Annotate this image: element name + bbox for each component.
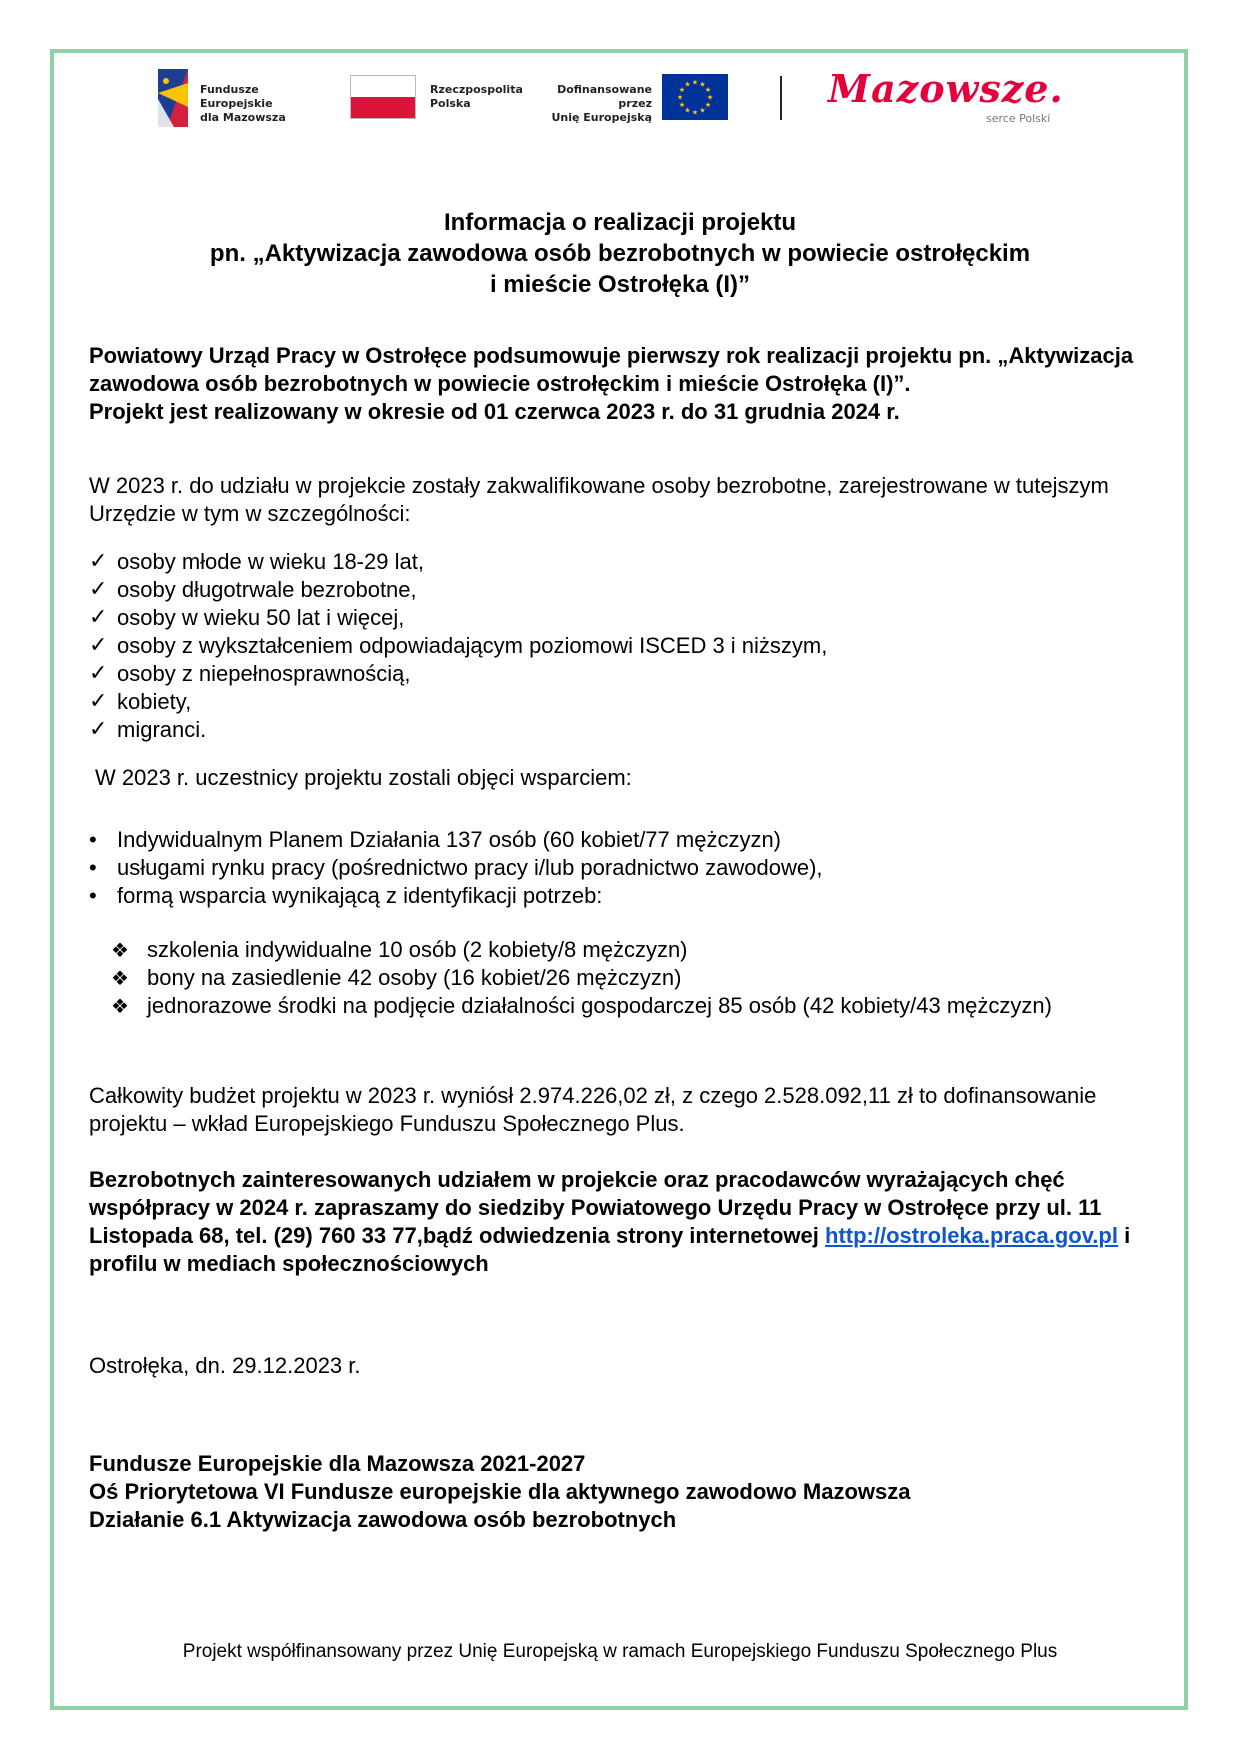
eu-star-icon: ★ — [704, 87, 712, 94]
list-item: ✓ osoby w wieku 50 lat i więcej, — [89, 604, 1139, 632]
logo-divider — [780, 76, 782, 120]
polish-flag-icon — [350, 75, 416, 119]
mazowsze-tagline: serce Polski — [986, 112, 1051, 125]
rp-logo — [350, 62, 523, 136]
fe-mazowsze-logo — [158, 62, 333, 136]
eu-star-icon: ★ — [684, 81, 691, 89]
eu-star-icon: ★ — [684, 107, 691, 115]
list-item: ✓ kobiety, — [89, 688, 1139, 716]
list-item: ❖ bony na zasiedlenie 42 osoby (16 kobiet/26 mężczyzn) — [111, 964, 1139, 992]
project-period: Projekt jest realizowany w okresie od 01 czerwca 2023 r. do 31 grudnia 2024 r. — [89, 399, 900, 424]
mazowsze-wordmark: Mazowsze. — [828, 66, 1064, 111]
list-item: ✓ osoby młode w wieku 18-29 lat, — [89, 548, 1139, 576]
title-line-1: Informacja o realizacji projektu — [443, 209, 797, 236]
list-item: • formą wsparcia wynikającą z identyfikacji potrzeb: — [89, 882, 1139, 910]
eu-star-icon: ★ — [676, 94, 684, 102]
list-item: ❖ szkolenia indywidualne 10 osób (2 kobiety/8 mężczyzn) — [111, 936, 1139, 964]
title-line-3: i mieście Ostrołęka (I)” — [489, 271, 751, 298]
list-item: ✓ osoby długotrwale bezrobotne, — [89, 576, 1139, 604]
footer-note: Projekt współfinansowany przez Unię Europejską w ramach Europejskiego Funduszu Społecznego Plus — [182, 1641, 1058, 1662]
support-list — [89, 826, 1139, 910]
program-info — [89, 1450, 1139, 1534]
list-item: ✓ osoby z niepełnosprawnością, — [89, 660, 1139, 688]
logo-strip — [138, 62, 1064, 136]
eu-star-icon: ★ — [706, 94, 714, 102]
eu-star-icon: ★ — [678, 87, 686, 94]
list-item: ❖ jednorazowe środki na podjęcie działalności gospodarczej 85 osób (42 kobiety/43 mężczyzn) — [111, 992, 1139, 1020]
eu-star-icon: ★ — [704, 102, 712, 109]
budget-paragraph: Całkowity budżet projektu w 2023 r. wyniósł 2.974.226,02 zł, z czego 2.528.092,11 zł to dofinansowanie projektu – wkład Europejskiego Funduszu Społecznego Plus. — [89, 1083, 1097, 1136]
website-link[interactable]: http://ostroleka.praca.gov.pl — [825, 1223, 1118, 1248]
invitation-text-end: i profilu w mediach społecznościowych — [89, 1223, 1131, 1276]
fe-logo-text: Fundusze Europejskie dla Mazowsza — [200, 83, 286, 124]
qualified-intro: W 2023 r. do udziału w projekcie zostały zakwalifikowane osoby bezrobotne, zarejestrowane w tutejszym Urzędzie w tym w szczególności: — [89, 473, 1109, 526]
eu-flag-icon — [662, 74, 728, 120]
title-line-2: pn. „Aktywizacja zawodowa osób bezrobotnych w powiecie ostrołęckim — [209, 240, 1031, 267]
mazowsze-logo — [828, 62, 1064, 136]
list-item: • Indywidualnym Planem Działania 137 osób (60 kobiet/77 mężczyzn) — [89, 826, 1139, 854]
program-line-2: Oś Priorytetowa VI Fundusze europejskie dla aktywnego zawodowo Mazowsza — [89, 1479, 911, 1504]
rp-logo-text: Rzeczpospolita Polska — [430, 83, 523, 110]
target-groups-list — [89, 548, 1139, 744]
place-date: Ostrołęka, dn. 29.12.2023 r. — [89, 1353, 361, 1378]
invitation-text: Bezrobotnych zainteresowanych udziałem w projekcie oraz pracodawców wyrażających chęć współpracy w 2024 r. zapraszamy do siedziby Powiatowego Urzędu Pracy w Ostrołęce przy ul. 11 Listopada 68, tel. (29) 760 33 77,bądź odwiedzenia strony internetowej — [89, 1167, 1102, 1248]
document-body — [89, 342, 1139, 1534]
eu-star-icon: ★ — [691, 109, 699, 117]
eu-star-icon: ★ — [691, 79, 699, 87]
eu-star-icon: ★ — [699, 81, 706, 89]
eu-star-icon: ★ — [678, 102, 686, 109]
list-item: • usługami rynku pracy (pośrednictwo pracy i/lub poradnictwo zawodowe), — [89, 854, 1139, 882]
eu-logo-text: Dofinansowane przez Unię Europejską — [551, 83, 652, 124]
eu-logo — [538, 62, 734, 136]
program-line-1: Fundusze Europejskie dla Mazowsza 2021-2027 — [89, 1451, 586, 1476]
intro-paragraph — [89, 342, 1139, 426]
invitation-paragraph — [89, 1166, 1139, 1278]
list-item: ✓ migranci. — [89, 716, 1139, 744]
intro-text: Powiatowy Urząd Pracy w Ostrołęce podsumowuje pierwszy rok realizacji projektu pn. „Aktywizacja zawodowa osób bezrobotnych w powiecie ostrołęckim i mieście Ostrołęka (I)”. — [89, 343, 1134, 396]
document-title — [100, 207, 1140, 300]
support-forms-list — [89, 936, 1139, 1020]
support-intro: W 2023 r. uczestnicy projektu zostali objęci wsparciem: — [95, 765, 632, 790]
program-line-3: Działanie 6.1 Aktywizacja zawodowa osób bezrobotnych — [89, 1507, 677, 1532]
list-item: ✓ osoby z wykształceniem odpowiadającym poziomowi ISCED 3 i niższym, — [89, 632, 1139, 660]
fe-mark-icon — [158, 69, 188, 127]
eu-star-icon: ★ — [699, 107, 706, 115]
